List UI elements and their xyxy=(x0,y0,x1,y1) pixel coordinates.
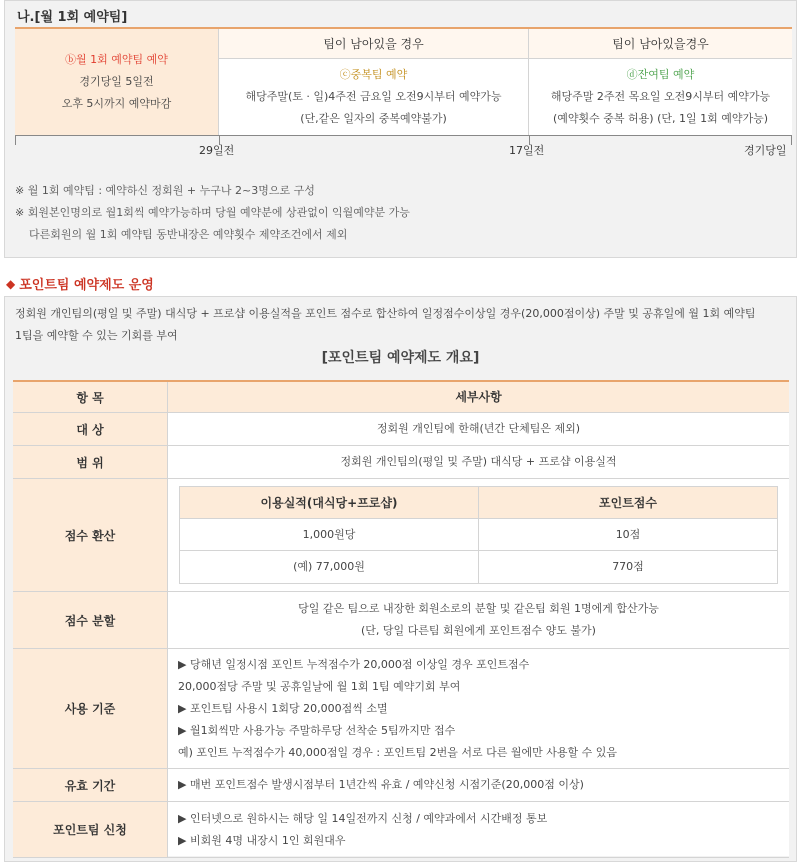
conversion-cell: (예) 77,000원 xyxy=(180,551,479,583)
table-header-row xyxy=(13,382,789,413)
timeline-tick xyxy=(15,135,16,145)
note-item: ※ 월 1회 예약팀 : 예약하신 정회원 + 누구나 2~3명으로 구성 xyxy=(15,184,315,197)
summary-title: [포인트팀 예약제도 개요] xyxy=(321,350,480,366)
table-row-validity xyxy=(13,769,789,802)
usage-line: 예) 포인트 누적점수가 40,000점일 경우 : 포인트팀 2번을 서로 다른 월에만 사용할 수 있음 xyxy=(178,745,617,759)
section-b-title: 포인트팀 예약제도 운영 xyxy=(19,278,154,293)
conversion-cell: 1,000원당 xyxy=(180,519,479,551)
conversion-cell: 10점 xyxy=(479,519,777,551)
table-row-scope xyxy=(13,446,789,479)
notes xyxy=(15,180,410,246)
conversion-table xyxy=(179,486,778,584)
note-item: ※ 회원본인명의로 월1회씩 예약가능하며 당월 예약분에 상관없이 익월예약분 가능 xyxy=(15,206,410,219)
row-value xyxy=(168,479,789,591)
intro-text xyxy=(15,303,790,347)
reservation-schedule-table xyxy=(15,27,792,135)
header-detail: 세부사항 xyxy=(168,382,789,412)
row-label: 대 상 xyxy=(13,413,168,445)
remaining-team-cell xyxy=(529,59,792,135)
table-row-conversion xyxy=(13,479,789,592)
deadline-time: 오후 5시까지 예약마감 xyxy=(61,97,172,110)
duplicate-team-reservation: ⓒ중복팀 예약 xyxy=(339,68,408,81)
row-value: ▶ 매번 포인트점수 발생시점부터 1년간씩 유효 / 예약신청 시점기준(20,000점 이상) xyxy=(178,778,584,791)
monthly-reservation-section xyxy=(4,0,797,258)
row-label: 사용 기준 xyxy=(13,649,168,768)
row-value xyxy=(168,649,789,768)
row-label: 점수 분할 xyxy=(13,592,168,648)
timeline-axis xyxy=(15,135,792,136)
row-value xyxy=(168,802,789,857)
monthly-team-cell xyxy=(15,29,219,135)
row-value xyxy=(168,592,789,648)
row-value: 정회원 개인팀의(평일 및 주말) 대식당 + 프로샵 이용실적 xyxy=(340,455,617,468)
diamond-bullet-icon: ◆ xyxy=(6,276,16,291)
point-team-section xyxy=(4,296,797,862)
timeline-label-17days: 17일전 xyxy=(509,144,545,157)
timeline-label-game-day: 경기당일 xyxy=(744,144,787,157)
section-b-heading xyxy=(6,274,154,293)
note-item: 다른회원의 월 1회 예약팀 동반내장은 예약횟수 제약조건에서 제외 xyxy=(29,228,348,241)
row-label: 유효 기간 xyxy=(13,769,168,801)
table-row-usage xyxy=(13,649,789,769)
row-label: 범 위 xyxy=(13,446,168,478)
table-row-apply xyxy=(13,802,789,858)
row-label: 포인트팀 신청 xyxy=(13,802,168,857)
row-value: 정회원 개인팀에 한해(년간 단체팀은 제외) xyxy=(376,422,581,435)
duplicate-team-rule: 해당주말(토 · 일)4주전 금요일 오전9시부터 예약가능 xyxy=(245,90,502,103)
row-label: 점수 환산 xyxy=(13,479,168,591)
timeline-tick xyxy=(791,135,792,145)
table-row-target xyxy=(13,413,789,446)
col1-header: 팀이 남아있을 경우 xyxy=(219,29,529,59)
monthly-team-reservation: ⓑ월 1회 예약팀 예약 xyxy=(65,53,168,66)
usage-line: 20,000점당 주말 및 공휴일날에 월 1회 1팀 예약기회 부여 xyxy=(178,679,461,693)
conversion-header-usage: 이용실적(대식당+프로샵) xyxy=(180,487,479,519)
usage-line: ▶ 포인트팀 사용시 1회당 20,000점씩 소멸 xyxy=(178,701,388,715)
remaining-team-reservation: ⓓ잔여팀 예약 xyxy=(626,68,695,81)
timeline-label-29days: 29일전 xyxy=(199,144,235,157)
intro-line: 1팀을 예약할 수 있는 기회를 부여 xyxy=(15,329,178,342)
apply-line: ▶ 인터넷으로 원하시는 해당 일 14일전까지 신청 / 예약과에서 시간배정 통보 xyxy=(178,811,548,825)
col2-header: 팀이 남아있을경우 xyxy=(529,29,792,59)
split-line: 당일 같은 팀으로 내장한 회원소로의 분할 및 같은팀 회원 1명에게 합산가능 xyxy=(298,602,659,615)
header-item: 항 목 xyxy=(13,382,168,412)
intro-line: 정회원 개인팀의(평일 및 주말) 대식당 + 프로샵 이용실적을 포인트 점수로 합산하여 일정점수이상일 경우(20,000점이상) 주말 및 공휴일에 월 1회 예약팀 xyxy=(15,307,756,320)
remaining-team-note: (예약횟수 중복 허용) (단, 1일 1회 예약가능) xyxy=(552,112,769,125)
duplicate-team-cell xyxy=(219,59,529,135)
apply-line: ▶ 비회원 4명 내장시 1인 회원대우 xyxy=(178,833,346,847)
duplicate-team-note: (단,같은 일자의 중복예약불가) xyxy=(300,112,447,125)
conversion-cell: 770점 xyxy=(612,560,644,573)
conversion-header-points: 포인트점수 xyxy=(479,487,777,519)
remaining-team-rule: 해당주말 2주전 목요일 오전9시부터 예약가능 xyxy=(550,90,771,103)
section-a-title: 나.[월 1회 예약팀] xyxy=(17,10,128,25)
usage-line: ▶ 당해년 일정시점 포인트 누적점수가 20,000점 이상일 경우 포인트점수 xyxy=(178,657,530,671)
deadline-days: 경기당일 5일전 xyxy=(79,75,154,88)
split-line: (단, 당일 다른팀 회원에게 포인트점수 양도 불가) xyxy=(361,624,596,637)
usage-line: ▶ 월1회씩만 사용가능 주말하루당 선착순 5팀까지만 접수 xyxy=(178,723,456,737)
point-team-table xyxy=(13,380,789,856)
table-row-split xyxy=(13,592,789,649)
